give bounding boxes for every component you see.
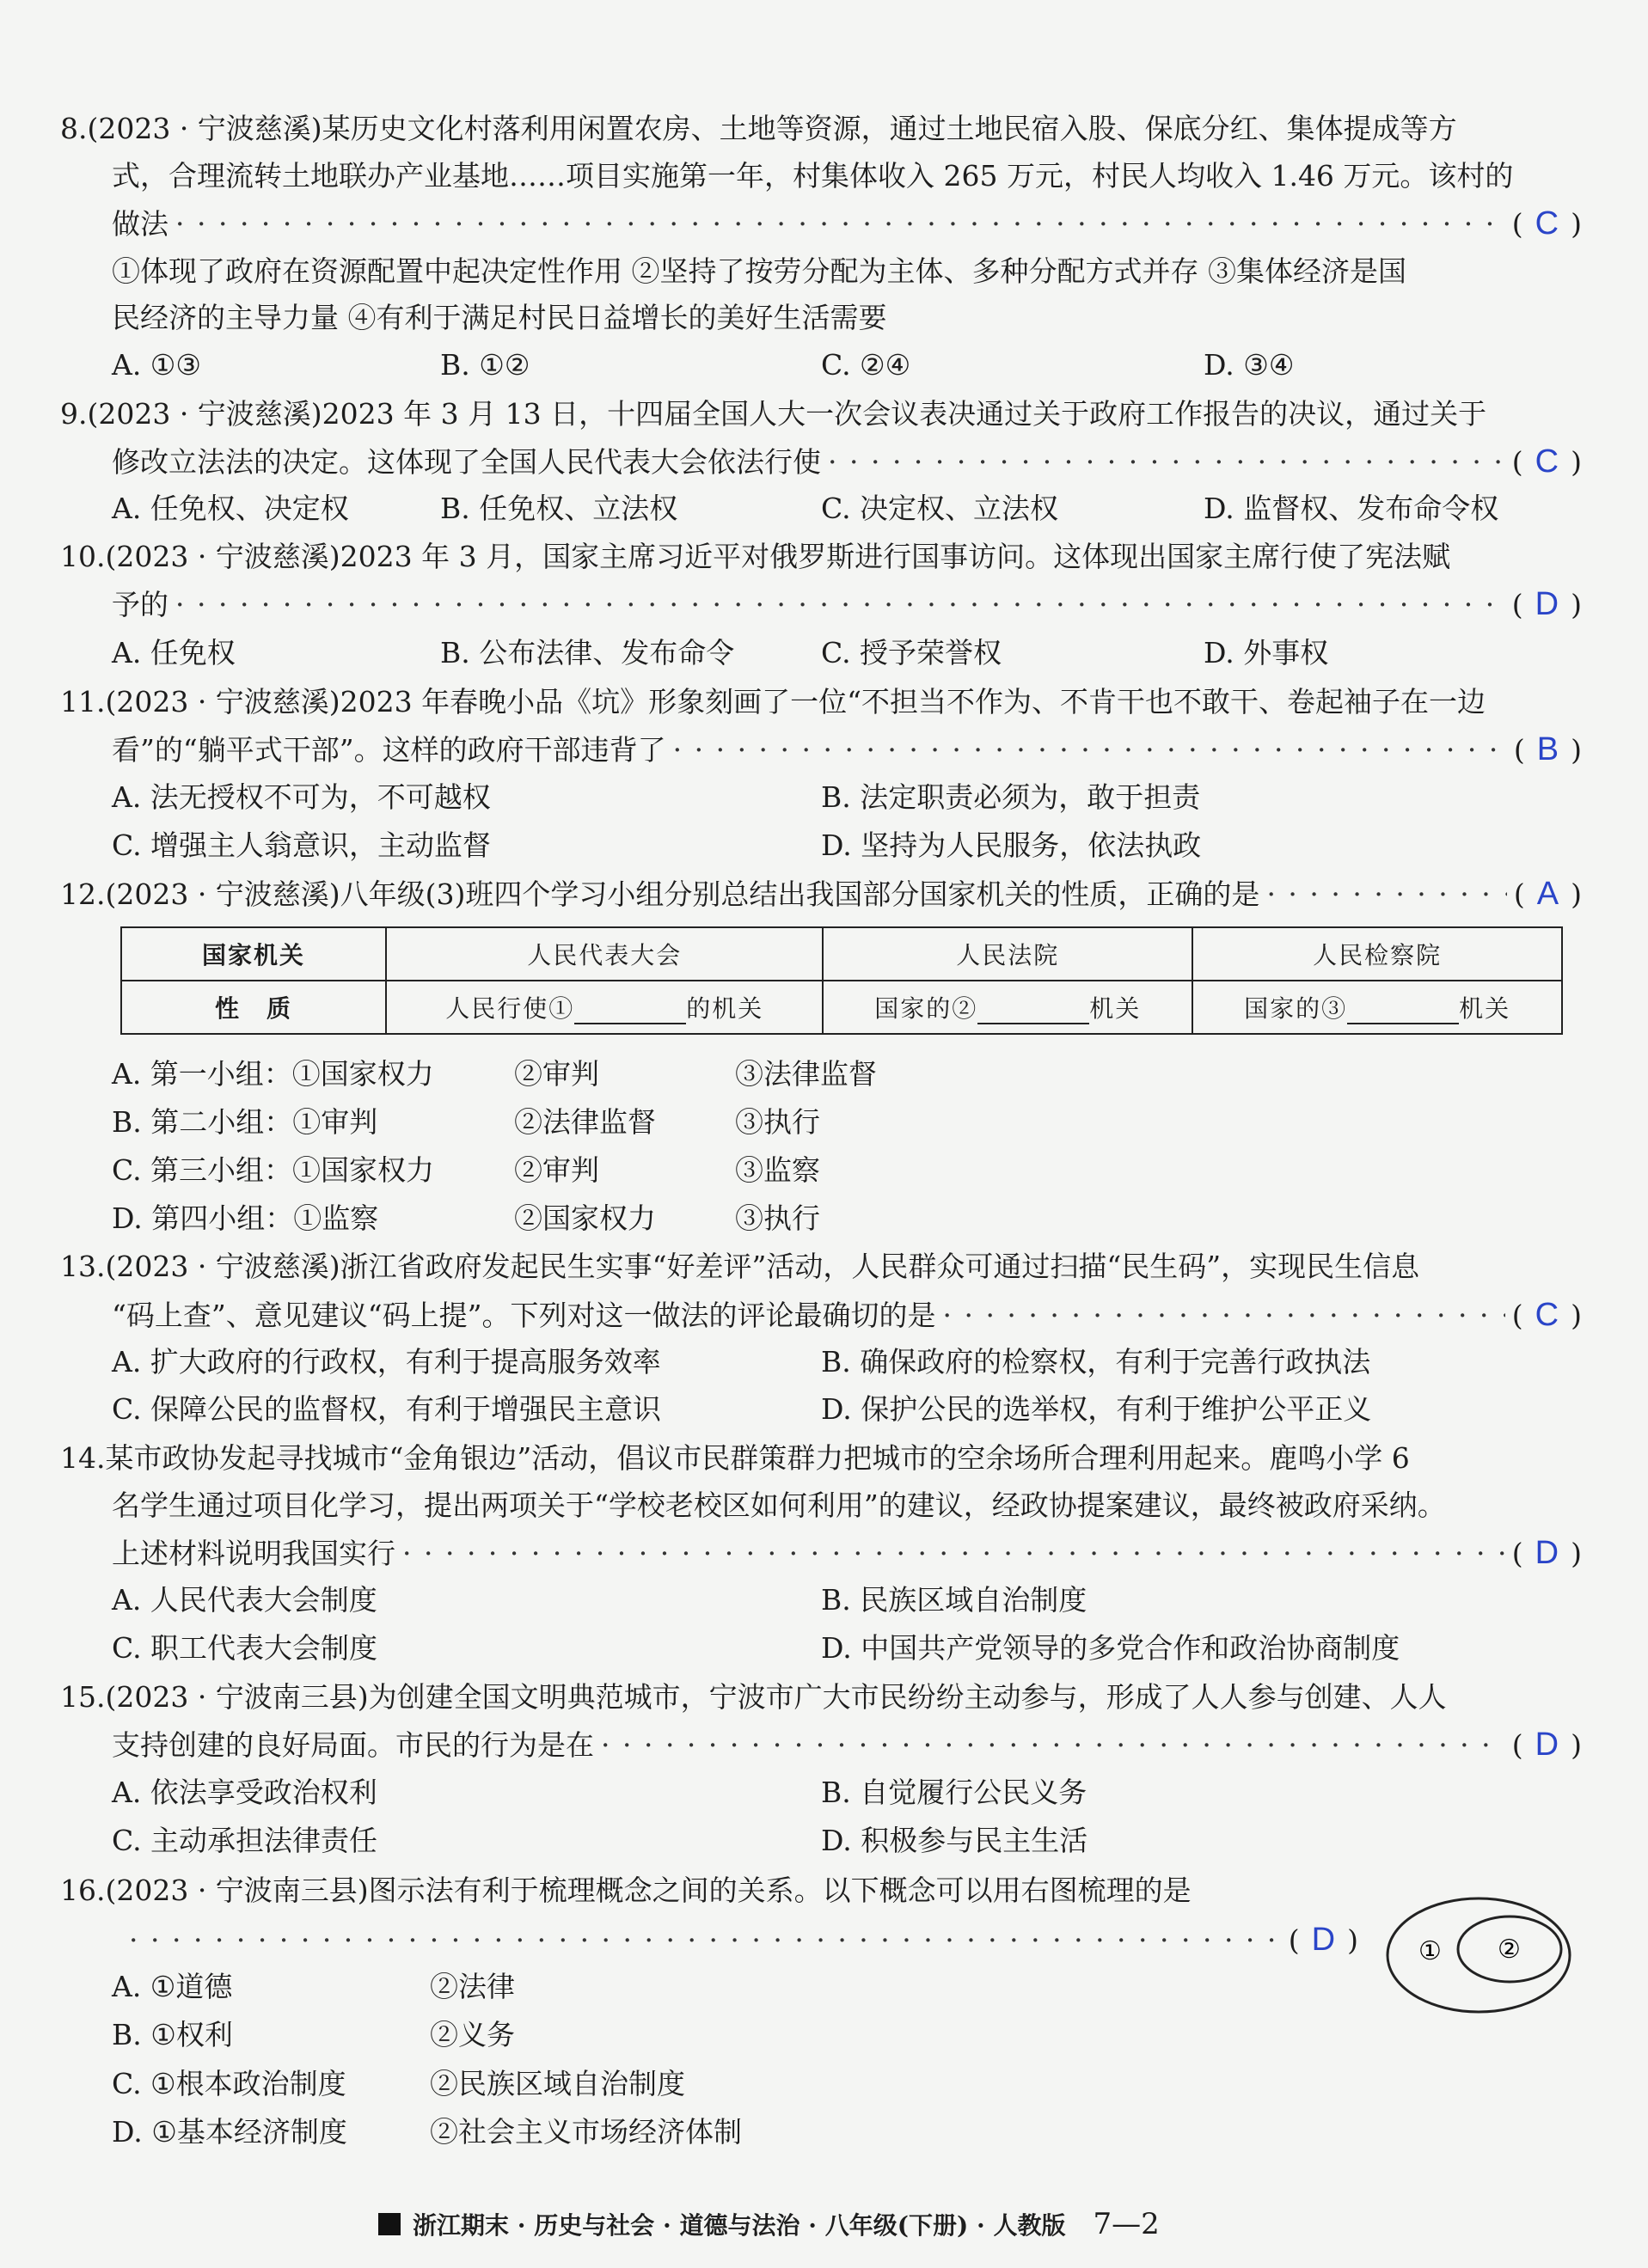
q16-line-1: 16.(2023 · 宁波南三县)图示法有利于梳理概念之间的关系。以下概念可以用右图梳理的是 — [60, 1874, 1192, 1907]
leader-dots — [1266, 877, 1506, 912]
q16-option-c-2: ②民族区域自治制度 — [430, 2067, 685, 2100]
q16-option-b-1: B. ①权利 — [112, 2018, 233, 2051]
q14-line-2: 名学生通过项目化学习，提出两项关于“学校老校区如何利用”的建议，经政协提案建议，最终被政府采纳。 — [112, 1489, 1446, 1522]
venn-outer-label: ① — [1418, 1936, 1442, 1966]
table-cell-nature-1 — [386, 981, 823, 1034]
q8-stem-end: 做法 — [112, 207, 168, 241]
q11-stem-end: 看”的“躺平式干部”。这样的政府干部违背了 — [112, 733, 666, 767]
q13-answer: C — [1535, 1297, 1559, 1333]
leader-dots — [828, 445, 1505, 480]
q15-line-1: 15.(2023 · 宁波南三县)为创建全国文明典范城市，宁波市广大市民纷纷主动参与，形成了人人参与创建、人人 — [60, 1680, 1447, 1714]
table-header-nature: 性 质 — [121, 981, 386, 1034]
leader-dots — [942, 1299, 1504, 1333]
q8-statements-1: ①体现了政府在资源配置中起决定性作用 ②坚持了按劳分配为主体、多种分配方式并存 ③集体经济是国 — [112, 254, 1406, 288]
q8-option-d: D. ③④ — [1204, 348, 1295, 382]
q12-option-c-2: ②审判 — [514, 1153, 599, 1187]
page-number: 7—2 — [1093, 2207, 1160, 2241]
q16-option-a-1: A. ①道德 — [112, 1970, 233, 2003]
q12-option-b-3: ③执行 — [735, 1105, 820, 1139]
leader-dots — [402, 1537, 1505, 1571]
q9-stem-end: 修改立法法的决定。这体现了全国人民代表大会依法行使 — [112, 445, 821, 479]
q12-option-d-group: D. 第四小组：①监察 — [112, 1201, 379, 1235]
q12-option-a-2: ②审判 — [514, 1057, 599, 1091]
leader-dots — [601, 1728, 1505, 1763]
q15-line-2 — [112, 1727, 1582, 1763]
q16-answer-paren: ( D ) — [1288, 1922, 1358, 1958]
q12-option-b-2: ②法律监督 — [514, 1105, 656, 1139]
q12-answer: A — [1536, 876, 1559, 912]
q8-option-b: B. ①② — [440, 348, 530, 382]
q13-line-1: 13.(2023 · 宁波慈溪)浙江省政府发起民生实事“好差评”活动，人民群众可通过扫描“民生码”，实现民生信息 — [60, 1250, 1420, 1283]
q8-option-a: A. ①③ — [112, 348, 201, 382]
q14-option-a: A. 人民代表大会制度 — [112, 1583, 377, 1617]
q9-answer-paren: ( C ) — [1511, 443, 1582, 480]
q8-option-c: C. ②④ — [821, 348, 911, 382]
fill-blank — [574, 1000, 686, 1024]
q11-option-b: B. 法定职责必须为，敢于担责 — [821, 780, 1201, 814]
q9-line-1: 9.(2023 · 宁波慈溪)2023 年 3 月 13 日，十四届全国人大一次会议表决通过关于政府工作报告的决议，通过关于 — [60, 397, 1487, 431]
table-cell-nature-3 — [1192, 981, 1562, 1034]
q12-answer-paren: ( A ) — [1513, 876, 1582, 912]
q16-line-2 — [129, 1923, 1358, 1958]
q9-line-2 — [112, 444, 1582, 480]
footer-book-title: 浙江期末 · 历史与社会 · 道德与法治 · 八年级(下册) · 人教版 — [413, 2211, 1066, 2240]
cell-text: 人民行使① — [445, 994, 575, 1023]
table-header-organ: 国家机关 — [121, 927, 386, 981]
table-cell-npc: 人民代表大会 — [386, 927, 823, 981]
q9-option-a: A. 任免权、决定权 — [112, 492, 349, 525]
leader-dots — [175, 207, 1505, 241]
cell-text: 的机关 — [686, 994, 764, 1023]
q16-option-c-1: C. ①根本政治制度 — [112, 2067, 346, 2100]
page-footer — [378, 2207, 1160, 2241]
fill-blank — [1347, 1000, 1459, 1024]
cell-text: 国家的② — [874, 994, 978, 1023]
q12-option-c-3: ③监察 — [735, 1153, 820, 1187]
q9-answer: C — [1535, 443, 1559, 480]
table-row — [121, 981, 1562, 1034]
q14-answer-paren: ( D ) — [1511, 1535, 1582, 1571]
table-cell-court: 人民法院 — [823, 927, 1192, 981]
q12-option-d-3: ③执行 — [735, 1201, 820, 1235]
q9-option-d: D. 监督权、发布命令权 — [1204, 492, 1499, 525]
footer-square-icon — [378, 2213, 401, 2235]
q15-stem-end: 支持创建的良好局面。市民的行为是在 — [112, 1728, 594, 1762]
q15-answer: D — [1535, 1727, 1559, 1763]
q13-option-c: C. 保障公民的监督权，有利于增强民主意识 — [112, 1392, 662, 1426]
q14-answer: D — [1535, 1535, 1559, 1571]
cell-text: 机关 — [1459, 994, 1511, 1023]
cell-text: 国家的③ — [1244, 994, 1348, 1023]
q8-line-1: 8.(2023 · 宁波慈溪)某历史文化村落利用闲置农房、土地等资源，通过土地民宿入股、保底分红、集体提成等方 — [60, 112, 1457, 145]
q14-option-c: C. 职工代表大会制度 — [112, 1631, 378, 1665]
q10-line-1: 10.(2023 · 宁波慈溪)2023 年 3 月，国家主席习近平对俄罗斯进行国事访问。这体现出国家主席行使了宪法赋 — [60, 540, 1451, 573]
q16-option-a-2: ②法律 — [430, 1970, 515, 2003]
q16-option-d-2: ②社会主义市场经济体制 — [430, 2115, 742, 2149]
q8-answer: C — [1535, 205, 1559, 241]
q13-stem-end: “码上查”、意见建议“码上提”。下列对这一做法的评论最确切的是 — [112, 1299, 936, 1332]
q8-answer-paren: ( C ) — [1511, 205, 1582, 241]
q14-line-1: 14.某市政协发起寻找城市“金角银边”活动，倡议市民群策群力把城市的空余场所合理利用起来。鹿鸣小学 6 — [60, 1441, 1410, 1475]
table-cell-nature-2 — [823, 981, 1192, 1034]
q10-answer-paren: ( D ) — [1511, 586, 1582, 622]
q13-option-a: A. 扩大政府的行政权，有利于提高服务效率 — [112, 1345, 661, 1379]
q12-stem: 12.(2023 · 宁波慈溪)八年级(3)班四个学习小组分别总结出我国部分国家机关的性质，正确的是 — [60, 877, 1260, 911]
q13-option-b: B. 确保政府的检察权，有利于完善行政执法 — [821, 1345, 1371, 1379]
q11-answer-paren: ( B ) — [1513, 731, 1582, 767]
q12-option-d-2: ②国家权力 — [514, 1201, 656, 1235]
q11-answer: B — [1536, 731, 1559, 767]
q12-option-a-group: A. 第一小组：①国家权力 — [112, 1057, 434, 1091]
q15-option-b: B. 自觉履行公民义务 — [821, 1776, 1087, 1809]
table-row — [121, 927, 1562, 981]
fill-blank — [977, 1000, 1089, 1024]
q8-line-3 — [112, 206, 1582, 241]
q8-statements-2: 民经济的主导力量 ④有利于满足村民日益增长的美好生活需要 — [112, 301, 887, 334]
q15-option-a: A. 依法享受政治权利 — [112, 1776, 377, 1809]
q15-option-c: C. 主动承担法律责任 — [112, 1824, 378, 1857]
q16-option-b-2: ②义务 — [430, 2018, 515, 2051]
q13-answer-paren: ( C ) — [1511, 1297, 1582, 1333]
q10-option-d: D. 外事权 — [1204, 636, 1329, 669]
venn-outer-ellipse — [1388, 1898, 1570, 2012]
q10-option-c: C. 授予荣誉权 — [821, 636, 1002, 669]
q16-option-d-1: D. ①基本经济制度 — [112, 2115, 347, 2149]
q10-option-a: A. 任免权 — [112, 636, 236, 669]
q15-answer-paren: ( D ) — [1511, 1727, 1582, 1763]
q13-option-d: D. 保护公民的选举权，有利于维护公平正义 — [821, 1392, 1372, 1426]
state-organs-table — [120, 926, 1563, 1035]
leader-dots — [129, 1923, 1282, 1958]
q11-option-d: D. 坚持为人民服务，依法执政 — [821, 828, 1202, 862]
leader-dots — [673, 733, 1507, 767]
q16-answer: D — [1311, 1922, 1336, 1958]
table-cell-procuratorate: 人民检察院 — [1192, 927, 1562, 981]
q9-option-c: C. 决定权、立法权 — [821, 492, 1059, 525]
q12-option-a-3: ③法律监督 — [735, 1057, 877, 1091]
q12-option-c-group: C. 第三小组：①国家权力 — [112, 1153, 435, 1187]
q10-option-b: B. 公布法律、发布命令 — [440, 636, 735, 669]
q8-line-2: 式，合理流转土地联办产业基地……项目实施第一年，村集体收入 265 万元，村民人均收入 1.46 万元。该村的 — [112, 159, 1514, 193]
q10-line-2 — [112, 587, 1582, 622]
q11-option-a: A. 法无授权不可为，不可越权 — [112, 780, 491, 814]
q14-line-3 — [112, 1536, 1582, 1571]
q15-option-d: D. 积极参与民主生活 — [821, 1824, 1088, 1857]
q13-line-2 — [112, 1298, 1582, 1333]
q10-stem-end: 予的 — [112, 588, 168, 621]
cell-text: 机关 — [1089, 994, 1142, 1023]
q11-line-2 — [112, 732, 1582, 767]
q11-line-1: 11.(2023 · 宁波慈溪)2023 年春晚小品《坑》形象刻画了一位“不担当不作为、不肯干也不敢干、卷起袖子在一边 — [60, 685, 1486, 718]
venn-diagram — [1382, 1891, 1580, 2020]
venn-inner-label: ② — [1498, 1935, 1521, 1965]
q14-option-b: B. 民族区域自治制度 — [821, 1583, 1087, 1617]
q14-option-d: D. 中国共产党领导的多党合作和政治协商制度 — [821, 1631, 1400, 1665]
q10-answer: D — [1535, 586, 1559, 622]
q14-stem-end: 上述材料说明我国实行 — [112, 1537, 395, 1570]
q12-option-b-group: B. 第二小组：①审判 — [112, 1105, 378, 1139]
q11-option-c: C. 增强主人翁意识，主动监督 — [112, 828, 492, 862]
leader-dots — [175, 588, 1505, 622]
q12-line-1 — [60, 877, 1582, 912]
q9-option-b: B. 任免权、立法权 — [440, 492, 678, 525]
